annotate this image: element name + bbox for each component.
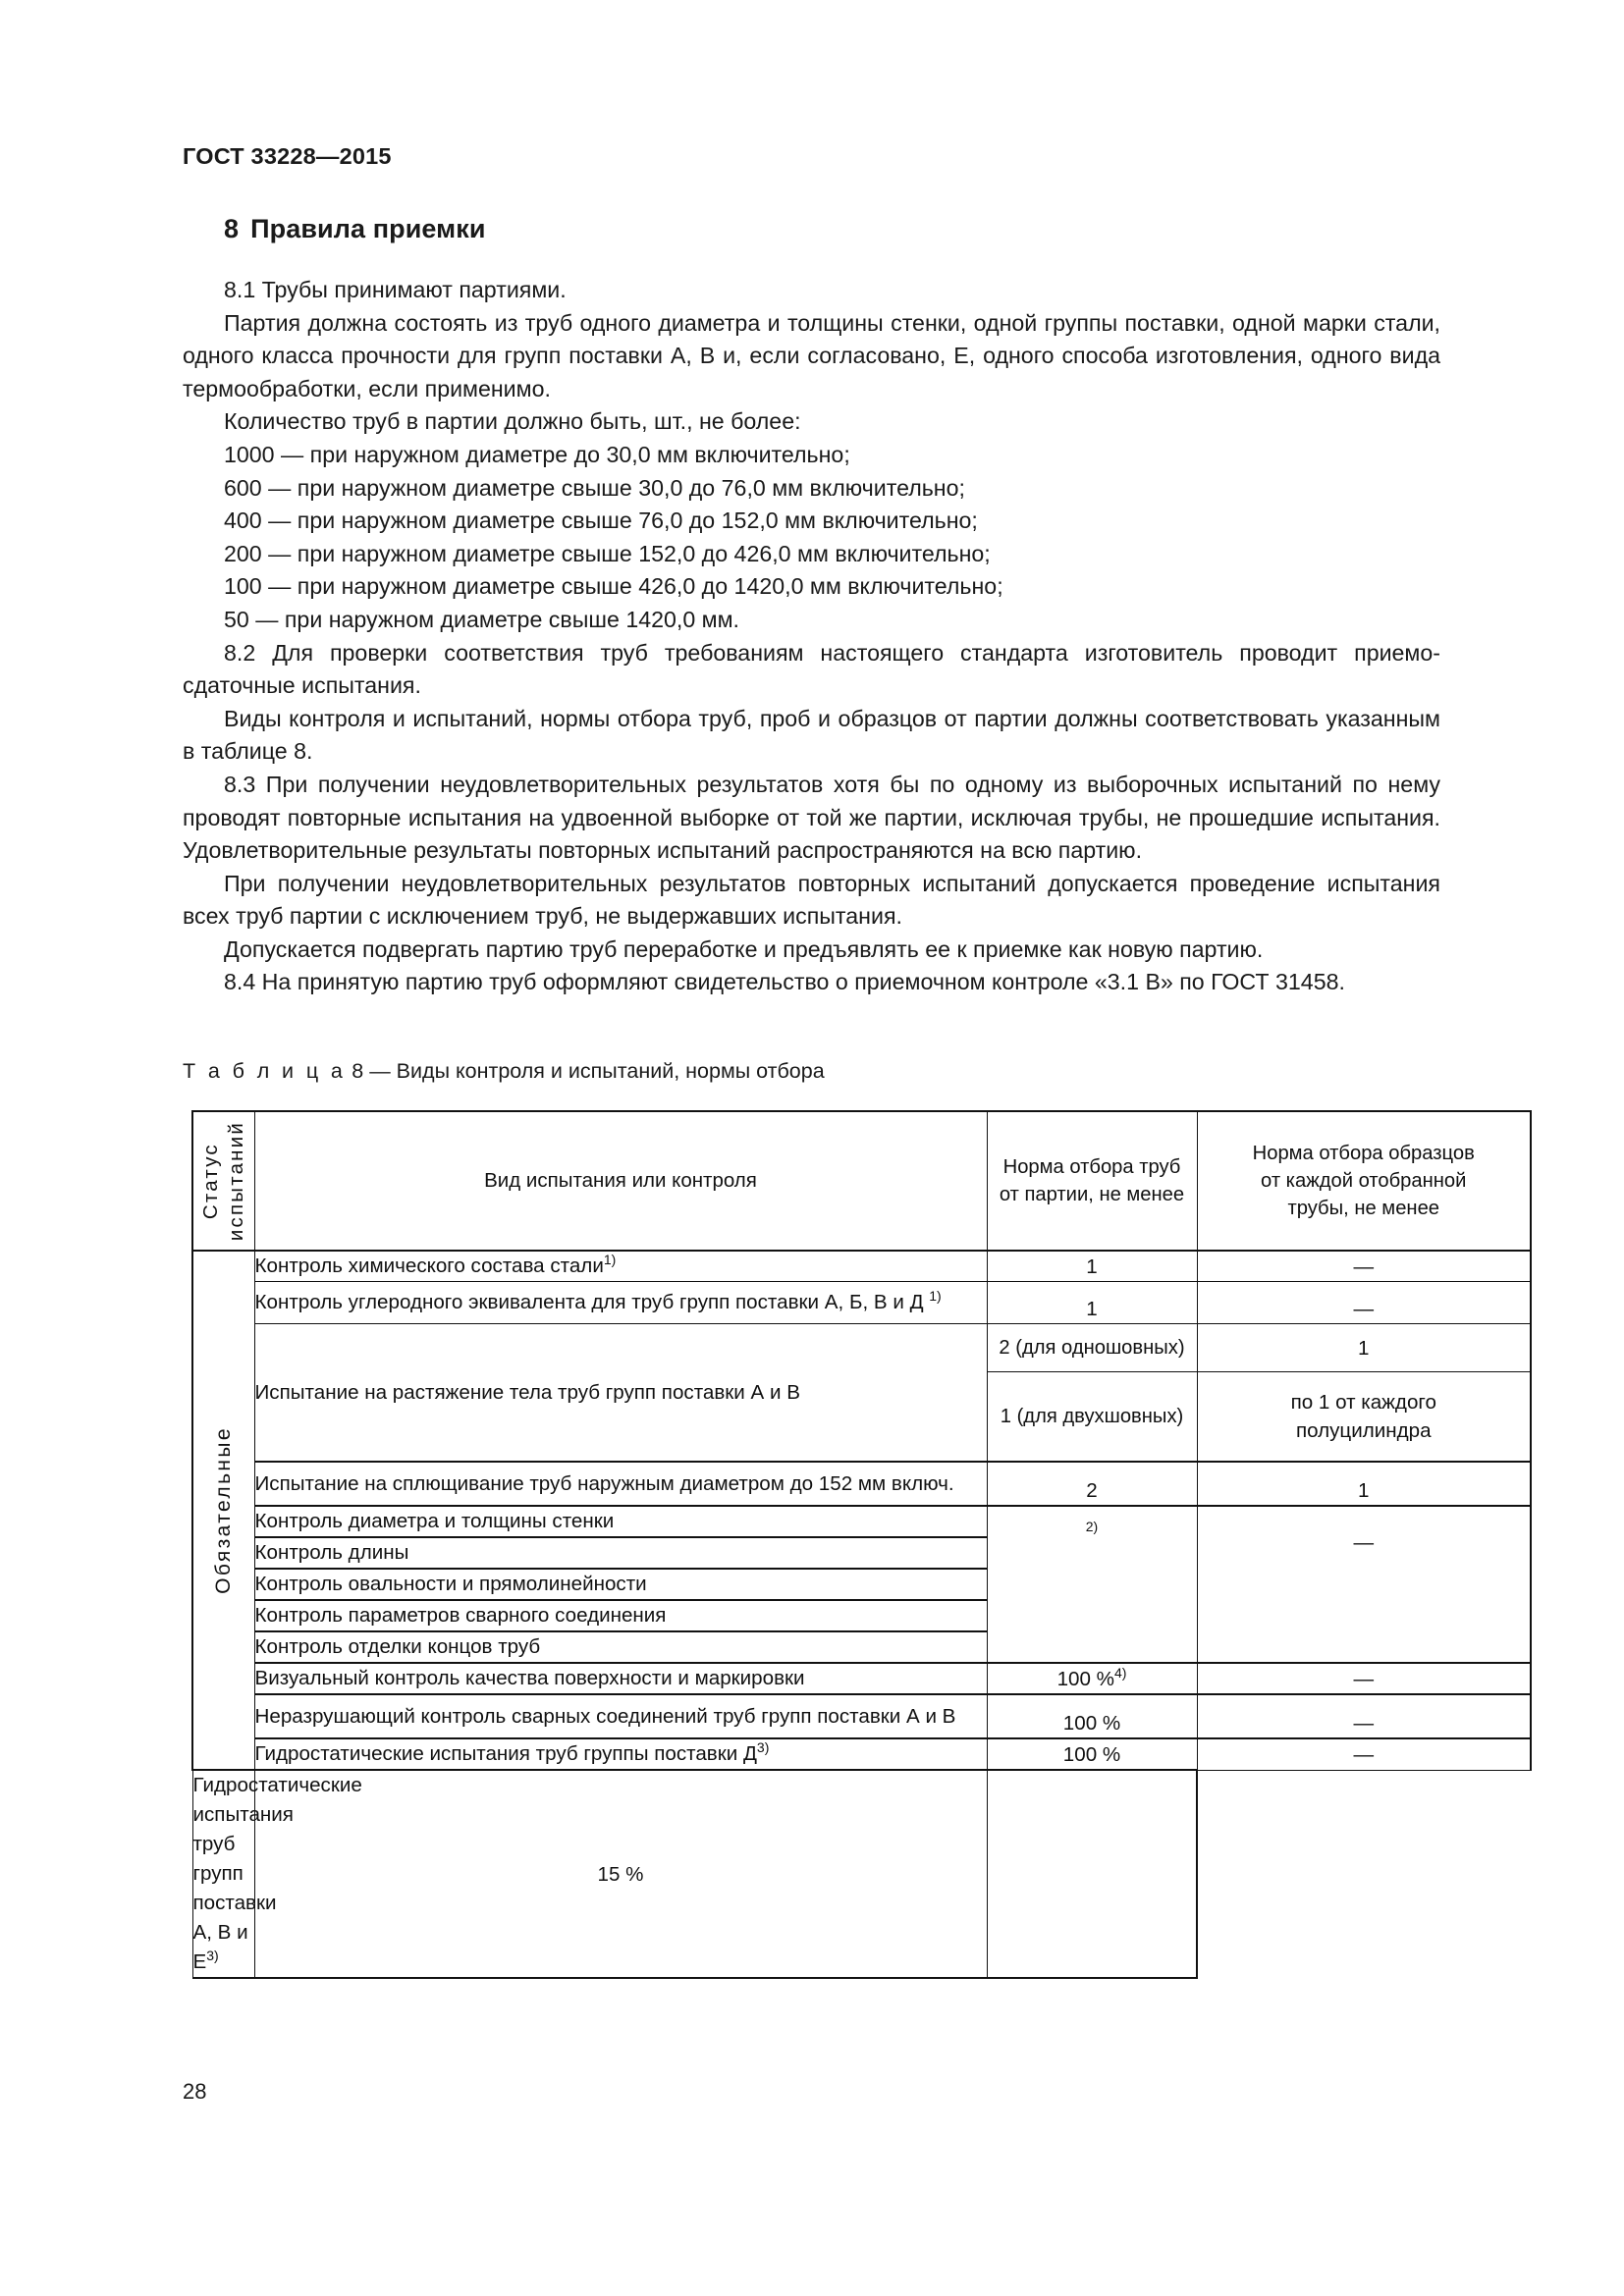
footnote-ref: 1): [929, 1288, 942, 1305]
cell-kind: [254, 1324, 987, 1463]
cell-norm-tubes: 2 (для одношовных): [987, 1324, 1197, 1372]
cell-kind: [254, 1506, 987, 1537]
status-group-cell: [192, 1251, 254, 1770]
paragraph-8-4: 8.4 На принятую партию труб оформляют свидетельство о приемочном контроле «3.1 В» по ГОСТ 31458.: [224, 969, 1345, 995]
cell-norm-tubes: 1: [987, 1251, 1197, 1282]
cell-norm-samples: —: [1197, 1282, 1531, 1324]
list-item: 50 — при наружном диаметре свыше 1420,0 мм.: [224, 606, 740, 632]
table-row: [192, 1506, 1531, 1537]
cell-norm-samples: 1: [1197, 1324, 1531, 1372]
cell-norm-tubes: 100 %: [987, 1738, 1197, 1770]
cell-norm-tubes: 1 (для двухшовных): [987, 1372, 1197, 1463]
paragraph-8-3-c: Допускается подвергать партию труб переработке и предъявлять ее к приемке как новую партию.: [224, 935, 1264, 962]
paragraph-8-2: 8.2 Для проверки соответствия труб требованиям настоящего стандарта изготовитель проводит приемо-сдаточные испытания.: [183, 639, 1440, 699]
paragraph-8-1-lead: 8.1 Трубы принимают партиями.: [224, 277, 567, 302]
header-norm-samples-l1: Норма отбора образцов: [1252, 1143, 1475, 1164]
table-caption-text: 8 — Виды контроля и испытаний, нормы отбора: [352, 1059, 825, 1083]
section-number: 8: [224, 214, 240, 243]
cell-norm-tubes: 15 %: [254, 1770, 987, 1978]
header-status-line1: Статус: [198, 1143, 222, 1220]
list-item: 200 — при наружном диаметре свыше 152,0 до 426,0 мм включительно;: [224, 540, 991, 566]
cell-kind-text: Контроль овальности и прямолинейности: [254, 1573, 647, 1595]
cell-kind: [254, 1738, 987, 1770]
cell-norm-samples-merged: —: [1197, 1506, 1531, 1663]
cell-kind-text: Контроль углеродного эквивалента для труб групп поставки А, Б, В и Д: [254, 1291, 930, 1313]
header-norm-samples: [1197, 1111, 1531, 1251]
cell-kind: [254, 1569, 987, 1600]
cell-kind: [192, 1770, 362, 1978]
cell-norm-samples: [1197, 1372, 1531, 1463]
table-caption-label: Т а б л и ц а: [183, 1059, 347, 1083]
cell-norm-samples: —: [1197, 1738, 1531, 1770]
paragraph-8-3-b: При получении неудовлетворительных результатов повторных испытаний допускается проведение испытания всех труб партии с исключением труб, не выдержавших испытания.: [183, 870, 1440, 930]
header-kind: Вид испытания или контроля: [254, 1111, 987, 1251]
table-row: [192, 1462, 1531, 1506]
paragraph-8-3: 8.3 При получении неудовлетворительных результатов хотя бы по одному из выборочных испытаний по нему проводят повторные испытания на удвоенной выборке от той же партии, исключая трубы, не прошедшие испытания. Удовлетворительные результаты повторных испытаний распространяются на всю партию.: [183, 771, 1440, 864]
cell-norm-tubes: 2: [987, 1462, 1197, 1506]
footnote-ref: 2): [1085, 1519, 1099, 1535]
table-row: [192, 1282, 1531, 1324]
cell-norm-samples: 1: [1197, 1462, 1531, 1506]
cell-norm-samples: —: [1197, 1694, 1531, 1738]
paragraph-8-1-body: Партия должна состоять из труб одного диаметра и толщины стенки, одной группы поставки, одной марки стали, одного класса прочности для групп поставки А, В и, если согласовано, Е, одного способа изготовления, одного вида термообработки, если применимо.: [183, 309, 1440, 401]
header-status: [192, 1111, 254, 1251]
status-group-label: Обязательные: [211, 1426, 235, 1594]
cell-kind-text: Контроль химического состава стали: [254, 1255, 604, 1277]
cell-norm-samples: —: [1197, 1663, 1531, 1694]
cell-kind-text: Испытание на сплющивание труб наружным диаметром до 152 мм включ.: [254, 1471, 954, 1495]
cell-norm-samples: [987, 1770, 1197, 1978]
cell-kind: [254, 1282, 987, 1324]
page-content: [183, 214, 1440, 999]
cell-kind: [254, 1537, 987, 1569]
cell-norm-tubes-merged: [987, 1506, 1197, 1663]
cell-kind: [254, 1663, 987, 1694]
cell-kind: [254, 1251, 987, 1282]
footnote-ref: 3): [756, 1739, 770, 1756]
cell-kind: [254, 1631, 987, 1663]
table-row: [192, 1694, 1531, 1738]
table-header-row: [192, 1111, 1531, 1251]
cell-kind: [254, 1462, 987, 1506]
cell-kind: [254, 1600, 987, 1631]
table-row: [192, 1770, 1531, 1978]
cell-kind-text: Контроль диаметра и толщины стенки: [254, 1510, 615, 1532]
paragraph-quantity-lead: Количество труб в партии должно быть, шт., не более:: [224, 408, 801, 435]
cell-kind-text: Контроль параметров сварного соединения: [254, 1604, 667, 1627]
table-caption: [183, 1059, 825, 1084]
cell-kind-text: Визуальный контроль качества поверхности и маркировки: [254, 1667, 805, 1689]
table-row: [192, 1663, 1531, 1694]
list-item: 400 — при наружном диаметре свыше 76,0 до 152,0 мм включительно;: [224, 507, 978, 534]
table-8: [191, 1110, 1532, 1979]
cell-kind-text: Испытание на растяжение тела труб групп поставки А и В: [254, 1380, 800, 1404]
table-row: [192, 1251, 1531, 1282]
footnote-ref: 1): [603, 1252, 617, 1268]
header-norm-tubes: [987, 1111, 1197, 1251]
table-row: [192, 1324, 1531, 1372]
cell-kind-text: Гидростатические испытания труб групп поставки А, В и Е: [192, 1774, 362, 1973]
running-header-standard-ref: ГОСТ 33228—2015: [183, 143, 392, 169]
cell-norm-tubes-text: 100 %: [1056, 1667, 1114, 1690]
footnote-ref: 4): [1113, 1664, 1127, 1681]
cell-kind-text: Контроль длины: [254, 1541, 409, 1564]
cell-norm-samples-l2: полуцилиндра: [1295, 1419, 1432, 1442]
list-item: 1000 — при наружном диаметре до 30,0 мм включительно;: [224, 441, 850, 467]
page-number: 28: [183, 2079, 207, 2104]
cell-norm-samples: —: [1197, 1251, 1531, 1282]
header-status-line2: испытаний: [224, 1120, 247, 1242]
list-item: 600 — при наружном диаметре свыше 30,0 до 76,0 мм включительно;: [224, 474, 965, 501]
list-item: 100 — при наружном диаметре свыше 426,0 до 1420,0 мм включительно;: [224, 573, 1003, 600]
cell-norm-tubes: 1: [987, 1282, 1197, 1324]
section-title-text: Правила приемки: [250, 214, 486, 243]
cell-kind: [254, 1694, 987, 1738]
header-norm-tubes-l2: от партии, не менее: [999, 1184, 1185, 1205]
paragraph-8-2-b: Виды контроля и испытаний, нормы отбора труб, проб и образцов от партии должны соответствовать указанным в таблице 8.: [183, 705, 1440, 765]
cell-kind-text: Контроль отделки концов труб: [254, 1635, 541, 1658]
table-row: [192, 1738, 1531, 1770]
cell-kind-text: Гидростатические испытания труб группы поставки Д: [254, 1742, 757, 1765]
section-heading: [224, 214, 1440, 244]
cell-norm-tubes: 100 %: [987, 1694, 1197, 1738]
header-norm-samples-l3: трубы, не менее: [1287, 1198, 1440, 1219]
header-norm-samples-l2: от каждой отобранной: [1261, 1170, 1467, 1192]
cell-kind-text: Неразрушающий контроль сварных соединений труб групп поставки А и В: [254, 1704, 956, 1728]
header-norm-tubes-l1: Норма отбора труб: [1002, 1156, 1181, 1178]
cell-norm-tubes: [987, 1663, 1197, 1694]
footnote-ref: 3): [206, 1948, 219, 1964]
cell-norm-samples-l1: по 1 от каждого: [1290, 1391, 1436, 1414]
